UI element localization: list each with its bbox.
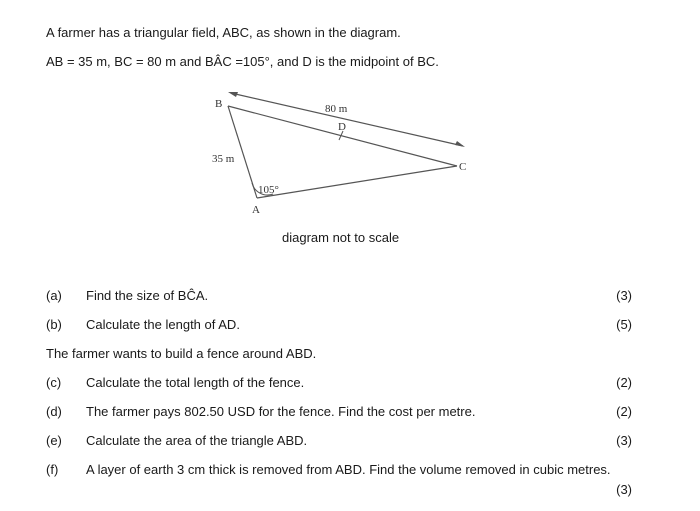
side-AC xyxy=(257,166,457,198)
question-marks: (5) xyxy=(616,317,632,332)
label-D: D xyxy=(338,121,346,133)
label-angle-A: 105° xyxy=(258,184,279,196)
question-marks: (2) xyxy=(616,404,632,419)
question-text: A layer of earth 3 cm thick is removed from ABD. Find the volume removed in cubic metres. xyxy=(86,462,611,477)
label-AB-length: 35 m xyxy=(212,153,235,165)
question-marks: (2) xyxy=(616,375,632,390)
question-letter: (f) xyxy=(46,462,59,477)
question-marks: (3) xyxy=(616,482,632,497)
question-letter: (e) xyxy=(46,433,62,448)
intro-line-2: AB = 35 m, BC = 80 m and BÂC =105°, and D is the midpoint of BC. xyxy=(46,54,439,69)
dimension-arrow-right xyxy=(455,141,465,147)
dimension-line-BC xyxy=(231,93,463,146)
intro-line-1: A farmer has a triangular field, ABC, as shown in the diagram. xyxy=(46,25,401,40)
question-text: Find the size of BĈA. xyxy=(86,288,209,303)
question-letter: (d) xyxy=(46,404,62,419)
label-B: B xyxy=(215,98,223,110)
dimension-arrow-left xyxy=(228,92,238,97)
triangle-svg xyxy=(195,90,495,220)
triangle-diagram xyxy=(195,90,495,220)
question-text: Calculate the length of AD. xyxy=(86,317,240,332)
question-letter: (b) xyxy=(46,317,62,332)
label-A: A xyxy=(252,204,260,216)
question-marks: (3) xyxy=(616,288,632,303)
question-marks: (3) xyxy=(616,433,632,448)
diagram-caption: diagram not to scale xyxy=(282,230,400,245)
question-text: Calculate the total length of the fence. xyxy=(86,375,305,390)
question-letter: (a) xyxy=(46,288,62,303)
question-letter: (c) xyxy=(46,375,62,390)
label-C: C xyxy=(459,161,467,173)
label-BC-length: 80 m xyxy=(325,103,348,115)
question-text: Calculate the area of the triangle ABD. xyxy=(86,433,308,448)
fence-stem: The farmer wants to build a fence around ABD. xyxy=(46,346,317,361)
side-BC xyxy=(228,106,457,166)
question-text: The farmer pays 802.50 USD for the fence. Find the cost per metre. xyxy=(86,404,476,419)
